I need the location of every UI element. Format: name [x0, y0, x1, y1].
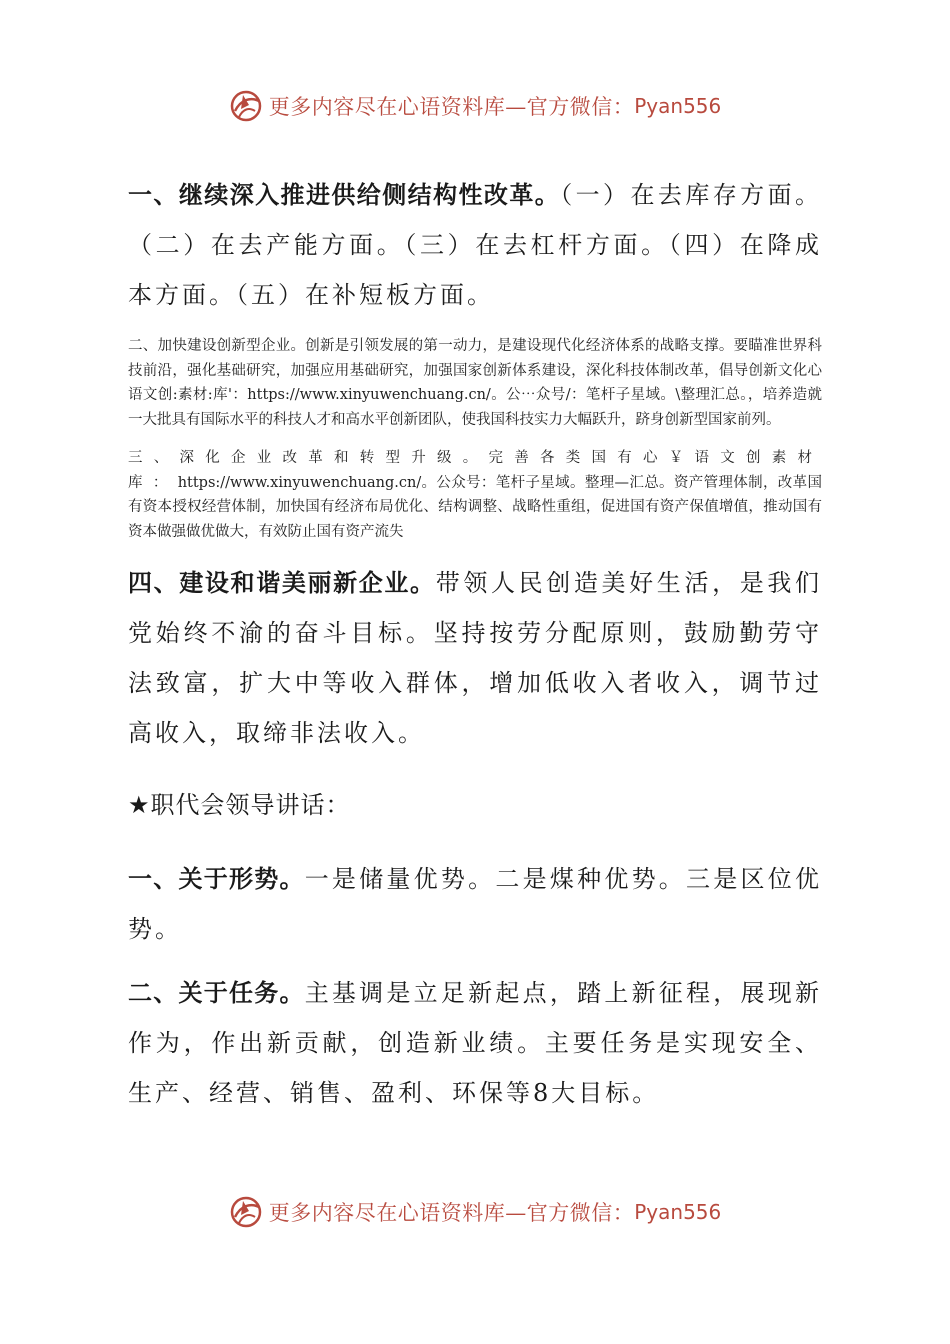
- paragraph-tasks: [128, 968, 822, 1118]
- banner-text: 更多内容尽在心语资料库—官方微信：: [268, 95, 635, 119]
- banner-handle: Pyan556: [634, 94, 722, 118]
- footer-watermark-banner: [0, 1192, 950, 1232]
- paragraph-enterprise-reform: [128, 446, 822, 544]
- banner-handle: Pyan556: [634, 1200, 722, 1224]
- banner-text: 更多内容尽在心语资料库—官方微信：: [268, 1201, 635, 1225]
- paragraph-innovation: 二、加快建设创新型企业。创新是引领发展的第一动力，是建设现代化经济体系的战略支撑。要瞄准世界科技前沿，强化基础研究，加强应用基础研究，加强国家创新体系建设，深化科技体制改革，倡导创新文化心语文创:素材:库'：https://www.xinyuwenchuang.cn/。公⋯众号/：笔杆子星域。\整理汇总。，培养造就一大批具有国际水平的科技人才和高水平创新团队，使我国科技实力大幅跃升，跻身创新型国家前列。: [128, 338, 822, 428]
- paragraph-body: 带领人民创造美好生活，是我们党始终不渝的奋斗目标。坚持按劳分配原则，鼓励勤劳守法致富，扩大中等收入群体，增加低收入者收入，调节过高收入，取缔非法收入。: [128, 569, 823, 747]
- paragraph-lead: 一、继续深入推进供给侧结构性改革。: [128, 181, 561, 209]
- header-watermark-banner: [0, 86, 950, 126]
- paragraph-body: （一）在去库存方面。（二）在去产能方面。（三）在去杠杆方面。（四）在降成本方面。（五）在补短板方面。: [128, 181, 823, 309]
- paragraph-lead: 四、建设和谐美丽新企业。: [128, 569, 436, 597]
- section-heading-leader-speech: ★职代会领导讲话：: [128, 791, 351, 819]
- paragraph-supply-side-reform: [128, 170, 822, 320]
- paragraph-spaced-head: 三、深化企业改革和转型升级。完善各类国有心￥语文创素材库：: [128, 450, 822, 491]
- paragraph-lead: 一、关于形势。: [128, 865, 305, 893]
- paragraph-body: 一是储量优势。二是煤种优势。三是区位优势。: [128, 865, 823, 943]
- paragraph-body: 主基调是立足新起点，踏上新征程，展现新作为，作出新贡献，创造新业绩。主要任务是实现安全、生产、经营、销售、盈利、环保等8大目标。: [128, 979, 823, 1107]
- paragraph-situation: [128, 854, 822, 954]
- brand-logo-icon: [229, 89, 263, 123]
- paragraph-lead: 二、关于任务。: [128, 979, 305, 1007]
- paragraph-body: https://www.xinyuwenchuang.cn/。公众号：笔杆子星域。整理—汇总。资产管理体制，改革国有资本授权经营体制，加快国有经济布局优化、结构调整、战略性重组，促进国有资产保值增值，推动国有资本做强做优做大，有效防止国有资产流失: [128, 474, 822, 540]
- document-body: [128, 170, 822, 1118]
- paragraph-harmonious-enterprise: [128, 558, 822, 758]
- brand-logo-icon: [229, 1195, 263, 1229]
